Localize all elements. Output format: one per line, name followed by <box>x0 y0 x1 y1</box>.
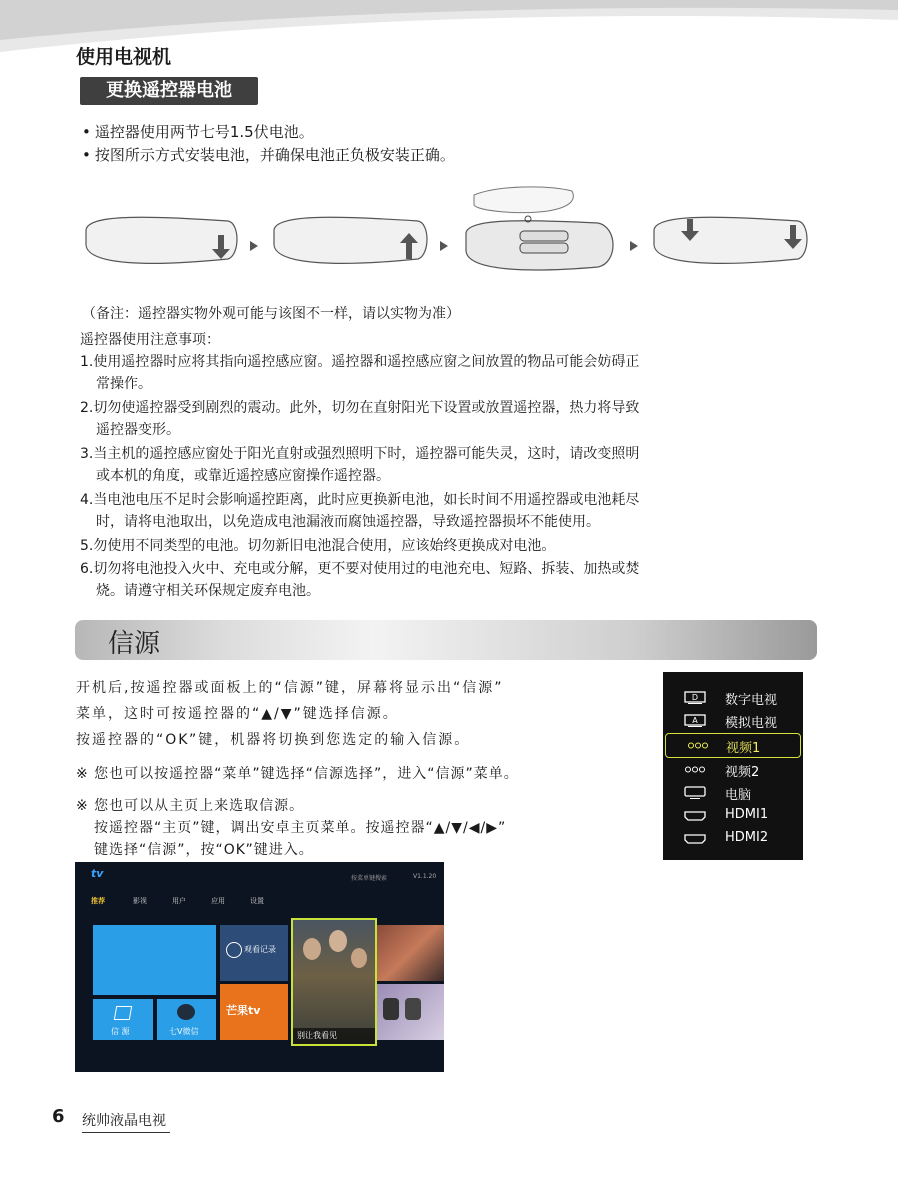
para-line: 开机后,按遥控器或面板上的“信源”键，屏幕将显示出“信源” <box>76 680 504 696</box>
tab-settings[interactable]: 设置 <box>250 897 264 905</box>
hdmi-icon <box>684 832 706 845</box>
featured-caption: 别让我看见 <box>297 1031 337 1040</box>
tile-wechat[interactable] <box>157 999 216 1040</box>
source-note-2: ※ 您也可以从主页上来选取信源。 <box>76 798 305 814</box>
tile-poster[interactable] <box>377 925 444 981</box>
source-item-label: HDMI2 <box>725 830 769 845</box>
precaution-line: 2.切勿使遥控器受到剧烈的震动。此外，切勿在直射阳光下设置或放置遥控器，热力将导致 <box>80 400 640 416</box>
wechat-icon <box>177 1004 195 1020</box>
tile-history[interactable] <box>220 925 288 981</box>
precaution-item <box>80 558 750 602</box>
source-item-hdmi2[interactable] <box>663 827 803 850</box>
precaution-item <box>80 351 750 395</box>
source-label: 信 源 <box>111 1027 130 1036</box>
battery-install-diagram <box>78 185 818 275</box>
section-bar <box>75 620 817 660</box>
source-item-label: 视频2 <box>725 765 760 780</box>
source-item-dtv[interactable] <box>663 686 803 709</box>
tv-d-icon <box>684 691 706 704</box>
precaution-item <box>80 397 750 441</box>
search-hint: 按菜单键搜索 <box>351 875 388 882</box>
arrow-right-icon <box>630 241 638 251</box>
tile-source[interactable] <box>93 999 153 1040</box>
precaution-cont: 烧。请遵守相关环保规定废弃电池。 <box>96 583 320 599</box>
section-chip: 更换遥控器电池 <box>80 77 258 105</box>
para-line: 菜单，这时可按遥控器的“▲/▼”键选择信源。 <box>76 706 399 722</box>
precaution-line: 1.使用遥控器时应将其指向遥控感应窗。遥控器和遥控感应窗之间放置的物品可能会妨碍正 <box>80 354 640 370</box>
wechat-label: 七V微信 <box>169 1027 199 1036</box>
para-line: 按遥控器的“OK”键，机器将切换到您选定的输入信源。 <box>76 732 471 748</box>
watch-image <box>405 998 421 1020</box>
precaution-line: 3.当主机的遥控感应窗处于阳光直射或强烈照明下时，遥控器可能失灵，这时，请改变照明 <box>80 446 640 462</box>
arrow-right-icon <box>440 241 448 251</box>
svg-text:A: A <box>692 716 698 725</box>
source-item-label: 电脑 <box>725 788 752 803</box>
remote-illustration-2 <box>274 217 427 263</box>
page-number: 6 <box>52 1106 65 1127</box>
bullet-1: • 遥控器使用两节七号1.5伏电池。 <box>82 121 314 142</box>
precautions-title: 遥控器使用注意事项： <box>80 332 220 348</box>
poster-figure <box>303 938 321 960</box>
svg-text:D: D <box>691 693 699 702</box>
tile-mango[interactable] <box>220 984 288 1040</box>
section-title: 信源 <box>108 629 161 659</box>
source-item-label: 数字电视 <box>725 693 778 708</box>
tab-user[interactable]: 用户 <box>172 897 186 905</box>
precaution-cont: 常操作。 <box>96 376 152 392</box>
remote-note: （备注：遥控器实物外观可能与该图不一样，请以实物为准） <box>82 306 460 322</box>
remote-illustration-1 <box>86 217 237 263</box>
source-item-label: HDMI1 <box>725 807 769 822</box>
monitor-icon <box>684 786 706 799</box>
tab-apps[interactable]: 应用 <box>211 897 225 905</box>
arrow-right-icon <box>250 241 258 251</box>
tile-large-blue[interactable] <box>93 925 216 995</box>
source-item-av2[interactable] <box>663 758 803 781</box>
source-note-2-line: 键选择“信源”，按“OK”键进入。 <box>94 842 314 858</box>
remote-illustration-3 <box>466 187 613 270</box>
precaution-item <box>80 535 750 557</box>
source-paragraph <box>76 675 656 753</box>
mango-label: 芒果tv <box>226 1004 261 1017</box>
bullet-2: • 按图所示方式安装电池，并确保电池正负极安装正确。 <box>82 144 455 165</box>
version-label: V1.1.20 <box>413 873 437 880</box>
precaution-item <box>80 489 750 533</box>
tile-watches[interactable] <box>377 984 444 1040</box>
hdmi-icon <box>684 809 706 822</box>
tab-movies[interactable]: 影视 <box>133 897 147 905</box>
source-item-hdmi1[interactable] <box>663 804 803 827</box>
av-icon <box>687 739 709 752</box>
precaution-item <box>80 443 750 487</box>
source-item-pc[interactable] <box>663 781 803 804</box>
source-note-2-line: 按遥控器“主页”键，调出安卓主页菜单。按遥控器“▲/▼/◀/▶” <box>94 820 507 836</box>
clock-icon <box>226 942 242 958</box>
tv-a-icon <box>684 714 706 727</box>
footer-brand: 统帅液晶电视 <box>82 1110 170 1133</box>
source-item-label: 视频1 <box>726 741 761 756</box>
page-title: 使用电视机 <box>76 46 172 68</box>
tv-home-screenshot <box>75 862 444 1072</box>
tile-featured-show[interactable] <box>291 918 377 1046</box>
precaution-line: 4.当电池电压不足时会影响遥控距离，此时应更换新电池，如长时间不用遥控器或电池耗尽 <box>80 492 640 508</box>
precaution-line: 6.切勿将电池投入火中、充电或分解，更不要对使用过的电池充电、短路、拆装、加热或焚 <box>80 561 640 577</box>
source-menu <box>663 672 803 860</box>
poster-figure <box>329 930 347 952</box>
remote-illustration-4 <box>654 217 807 263</box>
source-item-av1[interactable] <box>665 733 801 758</box>
precaution-cont: 或本机的角度，或靠近遥控感应窗操作遥控器。 <box>96 468 390 484</box>
poster-figure <box>351 948 367 968</box>
brand-logo: tv <box>91 867 104 880</box>
watch-image <box>383 998 399 1020</box>
precaution-cont: 时，请将电池取出，以免造成电池漏液而腐蚀遥控器，导致遥控器损坏不能使用。 <box>96 514 600 530</box>
precaution-cont: 遥控器变形。 <box>96 422 180 438</box>
source-item-atv[interactable] <box>663 709 803 732</box>
source-item-label: 模拟电视 <box>725 716 778 731</box>
source-note-1: ※ 您也可以按遥控器“菜单”键选择“信源选择”，进入“信源”菜单。 <box>76 766 519 782</box>
av-icon <box>684 763 706 776</box>
source-icon <box>114 1006 132 1020</box>
precaution-line: 5.勿使用不同类型的电池。切勿新旧电池混合使用，应该始终更换成对电池。 <box>80 538 556 554</box>
history-label: 观看记录 <box>244 945 276 954</box>
tab-recommend[interactable]: 推荐 <box>91 897 105 905</box>
